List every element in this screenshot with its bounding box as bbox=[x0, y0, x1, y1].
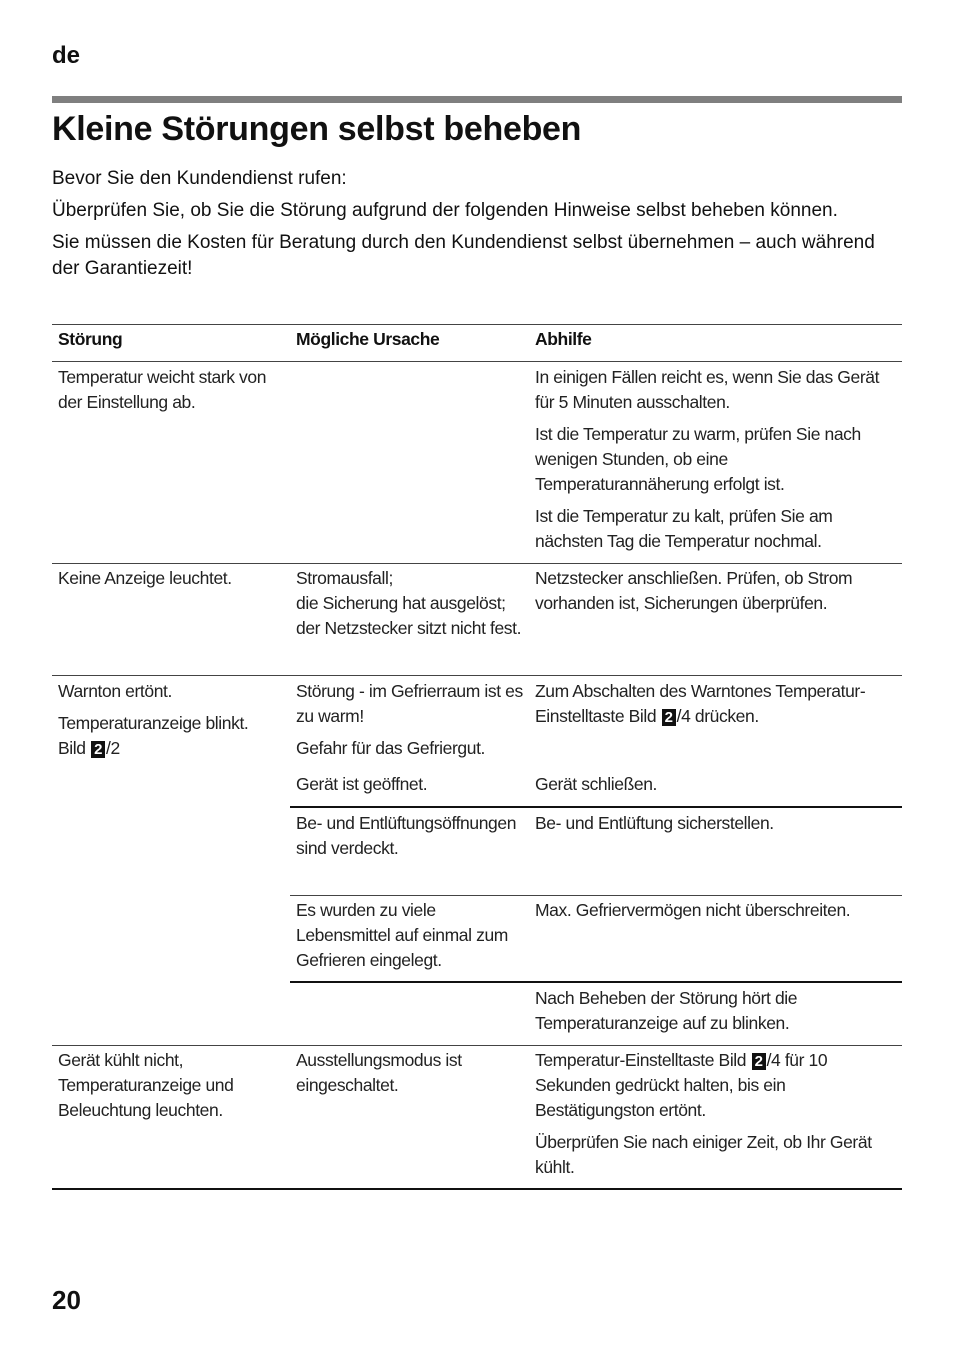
language-tag: de bbox=[52, 42, 81, 69]
r4-abhilfe-b: Überprüfen Sie nach einiger Zeit, ob Ihr Gerät kühlt. bbox=[535, 1132, 872, 1177]
r4-abhilfe-a-pre: Temperatur-Einstelltaste Bild bbox=[535, 1050, 747, 1070]
r3-abhilfe-d: Be- und Entlüftung sicherstellen. bbox=[535, 813, 774, 833]
sub-row-rule bbox=[290, 806, 902, 808]
r4-ursache: Ausstellungsmodus ist eingeschaltet. bbox=[296, 1050, 462, 1095]
r2-stoerung: Keine Anzeige leuchtet. bbox=[58, 568, 232, 588]
r3-bild-prefix: Bild bbox=[58, 738, 86, 758]
r3-stoerung-b-text: Temperaturanzeige blinkt. bbox=[58, 713, 249, 733]
r3-abhilfe-e: Max. Gefriervermögen nicht überschreiten. bbox=[535, 900, 851, 920]
r3-abhilfe-f: Nach Beheben der Störung hört die Temperaturanzeige auf zu blinken. bbox=[535, 988, 798, 1033]
figure-number-badge: 2 bbox=[662, 709, 676, 726]
figure-number-badge: 2 bbox=[91, 741, 105, 758]
header-abhilfe: Abhilfe bbox=[535, 329, 592, 349]
header-rule bbox=[52, 361, 902, 362]
r1-stoerung: Temperatur weicht stark von der Einstellung ab. bbox=[58, 367, 267, 412]
r3-abhilfe-a-post: /4 drücken. bbox=[676, 706, 759, 726]
r4-abhilfe-a-post: /4 für 10 Sekunden gedrückt halten, bis ein Bestätigungston ertönt. bbox=[535, 1050, 828, 1120]
intro-paragraph: Sie müssen die Kosten für Beratung durch den Kundendienst selbst übernehmen – auch während der Garantiezeit! bbox=[52, 232, 875, 279]
sub-row-rule bbox=[290, 895, 902, 896]
r3-ursache-e: Es wurden zu viele Lebensmittel auf einmal zum Gefrieren eingelegt. bbox=[296, 900, 508, 970]
r2-abhilfe: Netzstecker anschließen. Prüfen, ob Strom vorhanden ist, Sicherungen überprüfen. bbox=[535, 568, 853, 613]
table-bottom-rule bbox=[52, 1188, 902, 1190]
r1-abhilfe-3: Ist die Temperatur zu kalt, prüfen Sie am nächsten Tag die Temperatur nochmal. bbox=[535, 506, 833, 551]
page-title: Kleine Störungen selbst beheben bbox=[52, 110, 582, 148]
r3-ursache-a: Störung - im Gefrierraum ist es zu warm! bbox=[296, 681, 523, 726]
intro-text bbox=[52, 166, 902, 288]
r3-ursache-b: Gefahr für das Gefriergut. bbox=[296, 738, 485, 758]
row-rule bbox=[52, 675, 902, 676]
intro-paragraph: Bevor Sie den Kundendienst rufen: bbox=[52, 168, 347, 189]
header-ursache: Mögliche Ursache bbox=[296, 329, 440, 349]
r3-ursache-d: Be- und Entlüftungsöffnungen sind verdeckt. bbox=[296, 813, 517, 858]
figure-number-badge: 2 bbox=[752, 1053, 766, 1070]
r2-ursache-line: Stromausfall; bbox=[296, 568, 393, 588]
r3-abhilfe-a-pre: Zum Abschalten des Warntones Temperatur-Einstelltaste Bild bbox=[535, 681, 866, 726]
r1-abhilfe-1: In einigen Fällen reicht es, wenn Sie das Gerät für 5 Minuten ausschalten. bbox=[535, 367, 880, 412]
r3-ursache-c: Gerät ist geöffnet. bbox=[296, 774, 428, 794]
row-rule bbox=[52, 563, 902, 564]
sub-row-rule bbox=[290, 981, 902, 983]
table-top-rule bbox=[52, 324, 902, 325]
r4-stoerung: Gerät kühlt nicht, Temperaturanzeige und Beleuchtung leuchten. bbox=[58, 1050, 234, 1120]
r3-stoerung-b bbox=[58, 711, 284, 761]
r3-abhilfe-a bbox=[535, 679, 900, 729]
r2-ursache-line: die Sicherung hat ausgelöst; bbox=[296, 593, 506, 613]
header-rule bbox=[52, 96, 902, 103]
header-stoerung: Störung bbox=[58, 329, 123, 349]
r1-abhilfe-2: Ist die Temperatur zu warm, prüfen Sie nach wenigen Stunden, ob eine Temperaturannäherung erfolgt ist. bbox=[535, 424, 861, 494]
r4-abhilfe-a bbox=[535, 1048, 900, 1123]
intro-paragraph: Überprüfen Sie, ob Sie die Störung aufgrund der folgenden Hinweise selbst beheben können. bbox=[52, 200, 838, 221]
r3-bild-suffix: /2 bbox=[106, 738, 120, 758]
r2-ursache bbox=[296, 566, 524, 641]
r3-abhilfe-c: Gerät schließen. bbox=[535, 774, 657, 794]
row-rule bbox=[52, 1045, 902, 1046]
r2-ursache-line: der Netzstecker sitzt nicht fest. bbox=[296, 618, 522, 638]
r3-stoerung-a: Warnton ertönt. bbox=[58, 681, 172, 701]
page-number: 20 bbox=[52, 1285, 81, 1315]
